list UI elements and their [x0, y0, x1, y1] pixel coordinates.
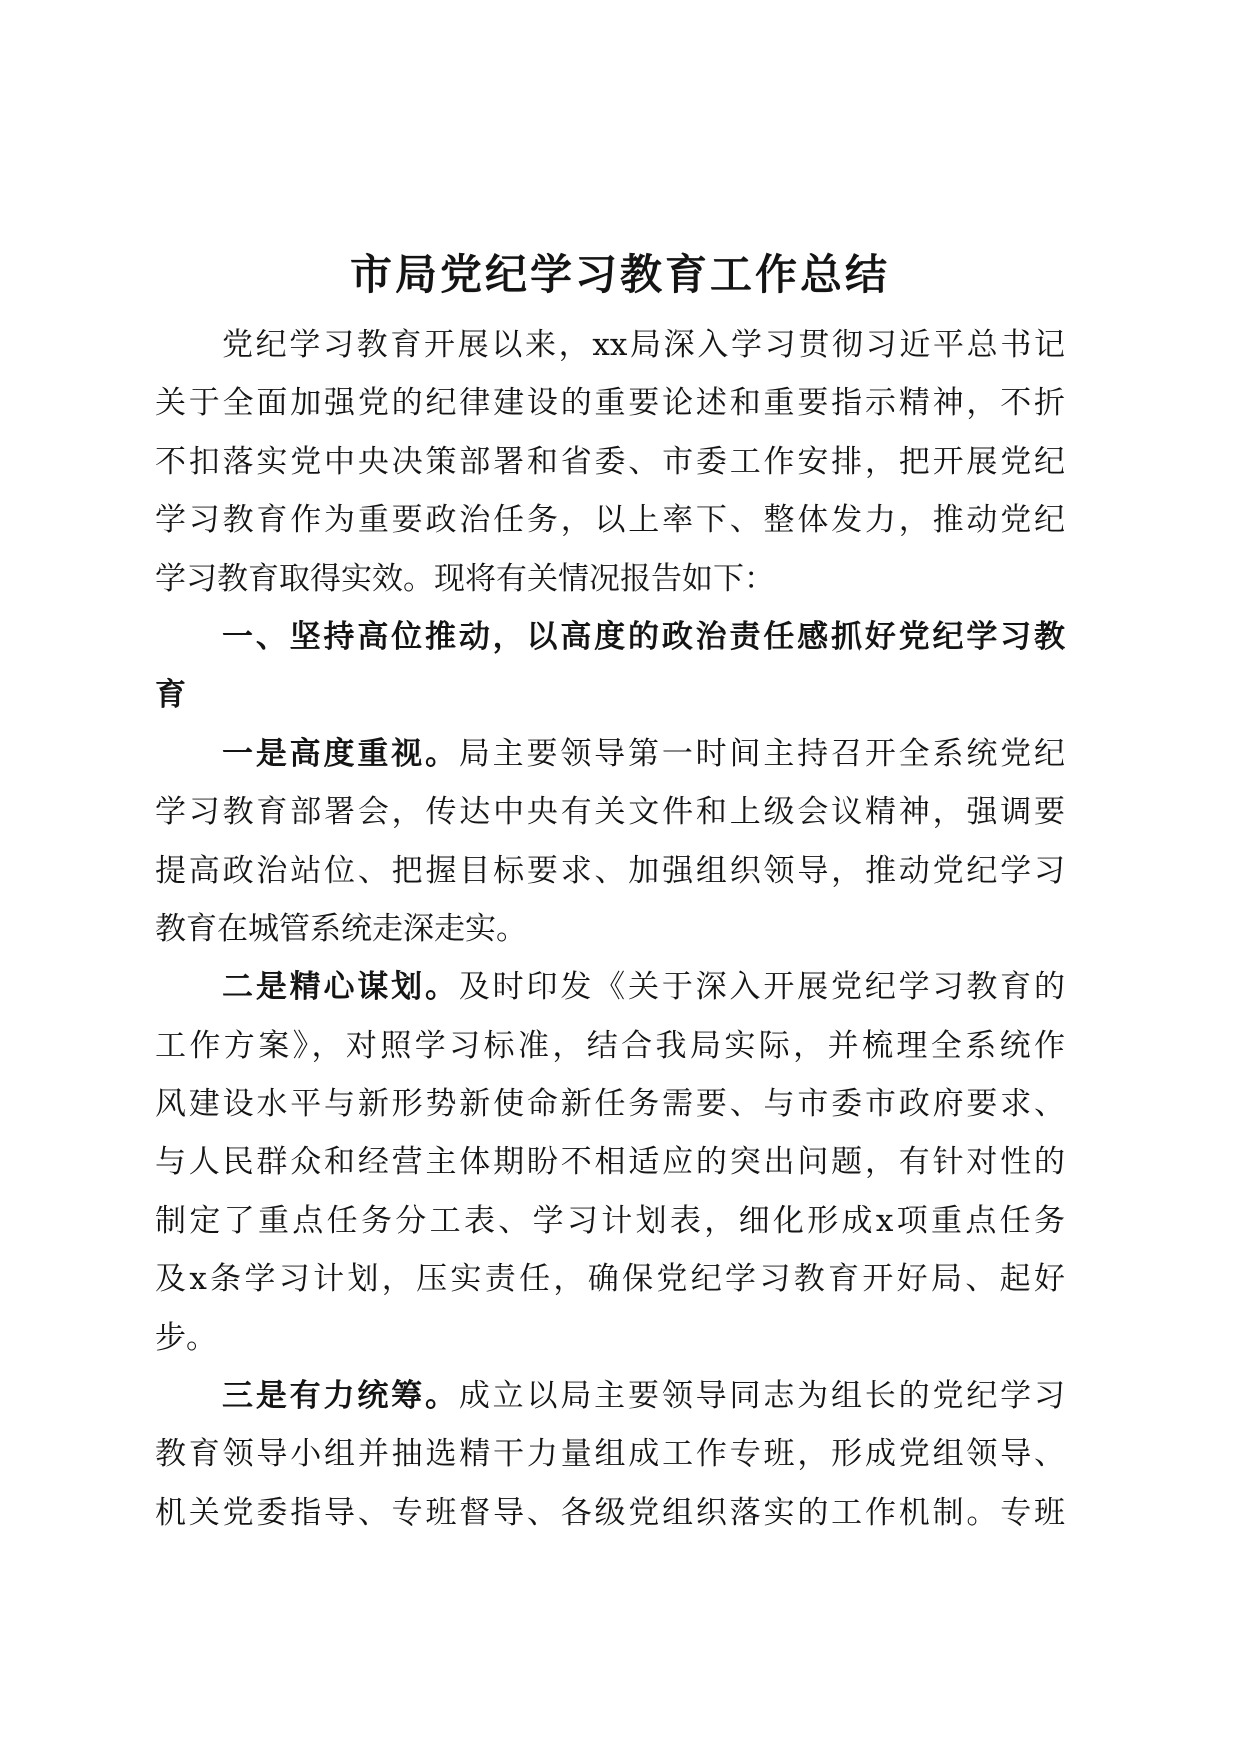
- item-line: 学习教育部署会，传达中央有关文件和上级会议精神，强调要: [155, 794, 1065, 831]
- item-lead: 二是精心谋划。: [222, 969, 459, 1006]
- item-line: 提高政治站位、把握目标要求、加强组织领导，推动党纪学习: [155, 852, 1065, 889]
- section-heading-line: 一、坚持高位推动，以高度的政治责任感抓好党纪学习教: [222, 618, 1065, 655]
- intro-line: 学习教育作为重要政治任务，以上率下、整体发力，推动党纪: [155, 502, 1065, 539]
- intro-line: 党纪学习教育开展以来，xx局深入学习贯彻习近平总书记: [222, 327, 1065, 363]
- item-first-rest: 及时印发《关于深入开展党纪学习教育的: [458, 969, 1065, 1006]
- intro-line: 不扣落实党中央决策部署和省委、市委工作安排，把开展党纪: [155, 443, 1065, 480]
- item-first-line: [222, 958, 1065, 1016]
- item-line: 及x条学习计划，压实责任，确保党纪学习教育开好局、起好: [155, 1261, 1065, 1298]
- document-title: 市局党纪学习教育工作总结: [349, 250, 890, 299]
- item-first-rest: 成立以局主要领导同志为组长的党纪学习: [458, 1378, 1065, 1415]
- item-line: 与人民群众和经营主体期盼不相适应的突出问题，有针对性的: [155, 1144, 1065, 1181]
- item-line: 步。: [155, 1319, 217, 1356]
- item-line: 机关党委指导、专班督导、各级党组织落实的工作机制。专班: [155, 1494, 1065, 1531]
- item-first-rest: 局主要领导第一时间主持召开全系统党纪: [458, 735, 1065, 772]
- section-heading-line: 育: [155, 677, 186, 714]
- item-line: 风建设水平与新形势新使命新任务需要、与市委市政府要求、: [155, 1086, 1065, 1123]
- item-line: 教育领导小组并抽选精干力量组成工作专班，形成党组领导、: [155, 1436, 1065, 1473]
- item-first-line: [222, 1367, 1065, 1425]
- document-body: [155, 316, 1065, 1542]
- intro-line: 关于全面加强党的纪律建设的重要论述和重要指示精神，不折: [155, 385, 1065, 422]
- item-lead: 三是有力统筹。: [222, 1378, 459, 1415]
- item-lead: 一是高度重视。: [222, 735, 459, 772]
- item-line: 教育在城管系统走深走实。: [155, 910, 527, 947]
- intro-line: 学习教育取得实效。现将有关情况报告如下：: [155, 560, 775, 597]
- item-line: 工作方案》，对照学习标准，结合我局实际，并梳理全系统作: [155, 1027, 1065, 1064]
- item-line: 制定了重点任务分工表、学习计划表，细化形成x项重点任务: [155, 1202, 1065, 1239]
- item-first-line: [222, 725, 1065, 783]
